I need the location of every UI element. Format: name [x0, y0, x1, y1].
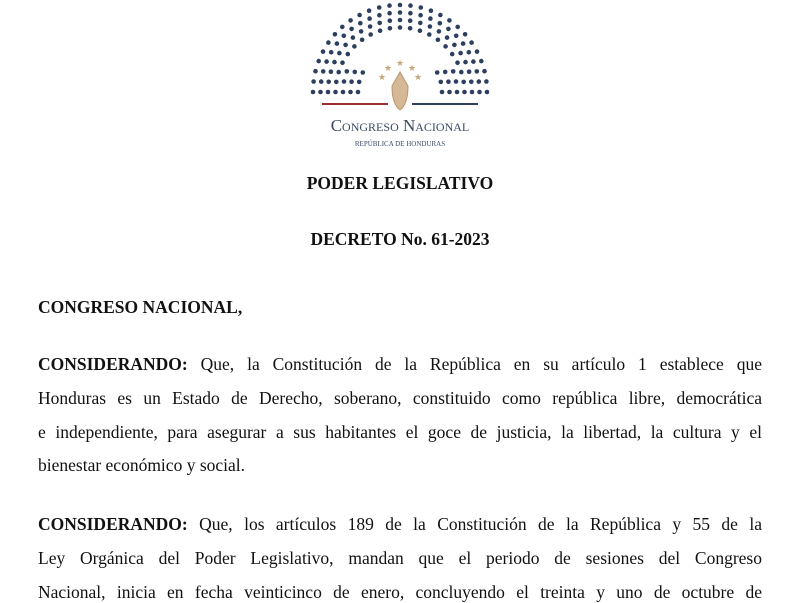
star-icon: ★ — [395, 58, 405, 68]
seat-dot — [461, 41, 466, 46]
seat-dot — [318, 90, 323, 95]
seat-dot — [446, 79, 451, 84]
addressee: CONGRESO NACIONAL, — [38, 297, 243, 317]
seat-dot — [477, 79, 482, 84]
paragraph-2-line-1 — [38, 514, 762, 535]
considerando-label: CONSIDERANDO: — [38, 354, 188, 374]
seat-dot — [419, 5, 424, 10]
seat-dot — [324, 59, 329, 64]
seat-dot — [311, 90, 316, 95]
seat-dot — [408, 18, 413, 23]
seat-dot — [349, 79, 354, 84]
seat-dot — [463, 32, 468, 37]
seat-dot — [461, 80, 466, 85]
seat-dot — [443, 70, 448, 75]
logo-title: Congreso Nacional — [330, 116, 470, 135]
logo-subtitle: REPÚBLICA DE HONDURAS — [354, 140, 446, 148]
seat-dot — [467, 69, 472, 74]
seat-dot — [475, 49, 480, 54]
seat-dot — [326, 90, 331, 95]
seat-dot — [469, 40, 474, 45]
seat-dot — [446, 27, 451, 32]
seat-dot — [349, 27, 354, 32]
seat-dot — [387, 3, 392, 8]
seat-dot — [484, 79, 489, 84]
seat-dot — [438, 21, 443, 26]
text: Que, los artículos 189 de la Constitución de la República y 55 de la — [187, 514, 762, 534]
seat-dot — [462, 90, 467, 95]
seat-dot — [458, 51, 463, 56]
star-icon: ★ — [407, 63, 417, 73]
seat-dot — [387, 11, 392, 16]
branch-heading: PODER LEGISLATIVO — [306, 173, 494, 193]
seat-dot — [454, 34, 459, 39]
decree-number: DECRETO No. 61-2023 — [310, 229, 490, 249]
seat-dot — [321, 49, 326, 54]
seat-dot — [377, 13, 382, 18]
seat-dot — [440, 90, 445, 95]
seat-dot — [436, 38, 441, 43]
seat-dot — [447, 90, 452, 95]
seat-dot — [353, 70, 358, 75]
seat-dot — [398, 25, 403, 30]
seat-dot — [334, 80, 339, 85]
seat-dot — [360, 38, 365, 43]
seat-dot — [418, 28, 423, 33]
text: Que, la Constitución de la República en su artículo 1 establece que — [187, 354, 762, 374]
seat-dot — [471, 59, 476, 64]
seat-dot — [352, 44, 357, 49]
seat-dot — [340, 25, 345, 30]
seat-dot — [427, 32, 432, 37]
seat-dot — [336, 70, 341, 75]
seat-dot — [479, 59, 484, 64]
seat-dot — [443, 44, 448, 49]
seat-dot — [346, 52, 351, 57]
seat-dot — [435, 70, 440, 75]
star-icon: ★ — [413, 72, 423, 82]
seat-dot — [329, 50, 334, 55]
seat-dot — [351, 35, 356, 40]
seat-dot — [408, 26, 413, 31]
seat-dot — [319, 79, 324, 84]
seat-dot — [368, 24, 373, 29]
considerando-label: CONSIDERANDO: — [38, 514, 188, 534]
seat-dot — [359, 29, 364, 34]
seat-dot — [337, 51, 342, 56]
seat-dot — [377, 21, 382, 26]
seat-dot — [469, 80, 474, 85]
seat-dot — [326, 80, 331, 85]
seat-dot — [333, 32, 338, 37]
seat-dot — [388, 18, 393, 23]
seat-dot — [356, 90, 361, 95]
paragraph-1-line-4: bienestar económico y social. — [38, 455, 246, 475]
seat-dot — [463, 60, 468, 65]
seat-dot — [477, 90, 482, 95]
seat-dot — [335, 41, 340, 46]
seat-dot — [343, 43, 348, 48]
seat-dot — [398, 3, 403, 8]
seat-dot — [342, 34, 347, 39]
seat-dot — [467, 50, 472, 55]
seat-dot — [398, 18, 403, 23]
seat-dot — [367, 16, 372, 21]
seat-dot — [311, 79, 316, 84]
seat-dot — [398, 10, 403, 15]
seat-dot — [418, 21, 423, 26]
seat-dot — [326, 40, 331, 45]
seat-dot — [316, 59, 321, 64]
seat-dot — [333, 90, 338, 95]
paragraph-2-line-3: Nacional, inicia en fecha veinticinco de enero, concluyendo el treinta y uno de octubre de — [38, 582, 762, 602]
seat-dot — [452, 43, 457, 48]
seat-dot — [438, 13, 443, 18]
seat-dot — [428, 24, 433, 29]
seat-dot — [367, 8, 372, 13]
seat-dot — [482, 69, 487, 74]
seat-dot — [408, 11, 413, 16]
seat-dot — [470, 90, 475, 95]
seat-dot — [455, 90, 460, 95]
seat-dot — [341, 90, 346, 95]
star-icon: ★ — [383, 63, 393, 73]
seat-dot — [455, 60, 460, 65]
seat-dot — [348, 90, 353, 95]
seat-dot — [345, 69, 350, 74]
seat-dot — [342, 79, 347, 84]
seat-dot — [455, 25, 460, 30]
coat-of-arms-icon — [392, 72, 408, 110]
paragraph-1-line-3: e independiente, para asegurar a sus habitantes el goce de justicia, la libertad, la cultura y el — [38, 422, 762, 442]
seat-dot — [459, 70, 464, 75]
congreso-nacional-logo — [300, 0, 500, 160]
seat-dot — [388, 26, 393, 31]
seat-dot — [368, 32, 373, 37]
seat-dot — [321, 69, 326, 74]
seat-dot — [454, 79, 459, 84]
seat-dot — [340, 60, 345, 65]
seat-dot — [445, 35, 450, 40]
seat-dot — [451, 69, 456, 74]
seat-dot — [485, 90, 490, 95]
seat-dot — [418, 13, 423, 18]
seat-dot — [408, 3, 413, 8]
seat-dot — [361, 70, 366, 75]
seat-dot — [348, 18, 353, 23]
seat-dot — [358, 21, 363, 26]
seat-dot — [450, 52, 455, 57]
seat-dot — [357, 13, 362, 18]
seat-dot — [332, 60, 337, 65]
seat-dot — [439, 80, 444, 85]
star-icon: ★ — [377, 72, 387, 82]
seat-dot — [377, 5, 382, 10]
seat-dot — [378, 28, 383, 33]
seat-dot — [447, 18, 452, 23]
paragraph-1-line-1 — [38, 354, 762, 375]
paragraph-1-line-2: Honduras es un Estado de Derecho, soberano, constituido como república libre, democrática — [38, 388, 762, 408]
seat-dot — [475, 69, 480, 74]
seat-dot — [437, 29, 442, 34]
seat-dot — [329, 69, 334, 74]
seat-dot — [428, 16, 433, 21]
seat-dot — [429, 8, 434, 13]
paragraph-2-line-2: Ley Orgánica del Poder Legislativo, mandan que el periodo de sesiones del Congreso — [38, 548, 762, 568]
seat-dot — [313, 69, 318, 74]
seat-dot — [357, 80, 362, 85]
